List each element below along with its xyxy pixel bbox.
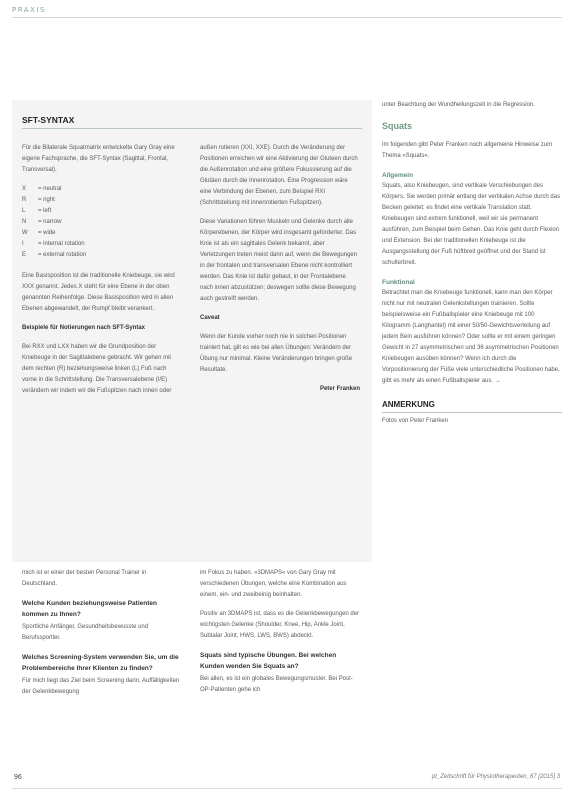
article-column-right (382, 100, 562, 435)
example-heading: Beispiele für Notierungen nach SFT-Syntax (22, 325, 146, 331)
box-intro: Für die Bilaterale Squatmatrix entwickelte Gary Gray eine eigene Fachsprache, die SFT-Syntax (Sagittal, Frontal, Transversal). (22, 145, 175, 173)
legend-row: W = wide (22, 230, 56, 236)
header-divider (12, 17, 562, 18)
legend-row: L = left (22, 208, 52, 214)
note-divider (382, 412, 562, 413)
example-text: Bei RXX und LXX haben wir die Grundposition der Kniebeuge in der Sagittalebene gebracht. Wir gehen mit dem rechten (R) beziehungsweise linken (L) Fuß nach vorne in die Schrittstellung. Die Transversalebene (I/E) verändern wir indem wir die Fußspitzen nach innen oder (22, 344, 172, 394)
box-paragraph: außen rotieren (XXI, XXE). Durch die Veränderung der Positionen erreichen wir eine Aktivierung der Gluteen durch die Außenrotation und eine größere Fokussierung auf die Glutäen durch die Innenrotation. Eine Progression wäre eine Verbindung der Ebenen, zum Beispiel RXI (Schrittstellung mit innenrotierten Fußspitzen). (200, 145, 358, 206)
interview-answer: Für mich liegt das Ziel beim Screening darin, Auffälligkeiten der Gelenkbewegung (22, 678, 180, 695)
interview-question: Welche Kunden beziehungsweise Patienten kommen zu Ihnen? (22, 600, 157, 618)
article-text: Betrachtet man die Kniebeuge funktionell, kann man den Körper nicht nur mit neutralen Gelenkstellungen trainieren. Sollte beispielsweise ein Fußballspieler eine Kniebeuge mit 100 Kilogramm (Langhantel) mit einer 50/50-Gewichtsverteilung auf jedem Bein ausführen können? Oder sollte er mit einem geringen Gewicht in 27 asymmetrischen und 36 asymmetrischen Positionen Kniebeugen ausüben können? Wenn ich durch die Vorpositionierung der Füße viele unterschiedliche Positionen habe, gibt es mehr als einen Fußballspieler aus. → (382, 290, 560, 384)
box-divider (22, 128, 362, 129)
note-text: Fotos von Peter Franken (382, 418, 449, 424)
box-paragraph: Diese Variationen führen Muskeln und Gelenke durch alle Körperebenen, der Körper wird insgesamt geforderter. Das Knie ist als ein sagittales Gelenk bekannt, aber Verletzungen treten meist dann auf, wenn die Bewegungen in der frontalen und transversalen Ebene nicht kontrolliert werden. Das Knie ist dafür gebaut, in der Frontalebene nach innen abzustützen; deswegen sollte diese Bewegung auch gestreift werden. (200, 219, 358, 302)
interview-question: Squats sind typische Übungen. Bei welchen Kunden wenden Sie Squats an? (200, 652, 337, 670)
box-column-left (22, 143, 182, 405)
box-paragraph: Eine Basisposition ist die traditionelle Kniebeuge, sie wird XXX genannt. Jedes X steht für eine Ebene in der oben genannten Reihenfolge. Diese Basisposition wird in allen Ebenen abgewandelt, der Rumpf bleibt verankert. (22, 273, 175, 312)
interview-text: mich ist er einer der besten Personal Trainer in Deutschland. (22, 570, 147, 587)
legend-row: R = right (22, 197, 55, 203)
legend-row: E = external rotation (22, 252, 87, 258)
box-title: SFT-SYNTAX (22, 115, 75, 125)
box-author: Peter Franken (319, 386, 360, 392)
squats-heading: Squats (382, 121, 413, 131)
article-text: unter Beachtung der Wundheilungszeit in die Regression. (382, 102, 535, 108)
interview-column-middle (200, 568, 360, 704)
note-heading: ANMERKUNG (382, 400, 435, 409)
interview-answer: Bei allen, es ist ein globales Bewegungsmuster. Bei Post-OP-Patienten gehe ich (200, 676, 353, 693)
interview-text: Positiv an 3DMAPS ist, dass es die Gelenkbewegungen der wichtigsten Gelenke (Shoulder, Knee, Hip, Ankle Joint, Subtalar Joint, HWS, LWS, BWS) abdeckt. (200, 611, 360, 639)
interview-question: Welches Screening-System verwenden Sie, um die Problembereiche Ihrer Klienten zu finden? (22, 654, 179, 672)
legend-row: X = neutral (22, 186, 62, 192)
footer-divider (12, 788, 562, 789)
functional-heading: Funktional (382, 279, 415, 286)
caveat-heading: Caveat (200, 315, 220, 321)
interview-answer: Sportliche Anfänger, Gesundheitsbewusste und Berufssportler. (22, 624, 149, 641)
page-number: 96 (14, 774, 22, 781)
article-text: Im folgenden gibt Peter Franken noch allgemeine Hinweise zum Thema »Squats«. (382, 142, 553, 159)
general-heading: Allgemein (382, 172, 414, 179)
article-text: Squats, also Kniebeugen, sind vertikale Verschiebungen des Körpers. Sie werden primär entlang der vertikalen Achse durch das Becken geleitet; es findet eine vertikale Translation statt. Kniebeugen sind extrem funktionell, weil wir sie permanent ausführen, zum Beispiel beim Gehen. Das Knie geht durch Flexion und Extension. Bei der traditionellen Kniebeuge ist die Ausgangsstellung der Fuß hüftbreit geöffnet und der Stand ist schulterbreit. (382, 183, 561, 266)
interview-text: im Fokus zu haben. »3DMAPS« von Gary Gray mit verschiedenen Übungen, welche eine Kombination aus einem, ein- und zweibeinig beinhalten. (200, 570, 347, 598)
syntax-legend (22, 184, 182, 261)
interview-column-left (22, 568, 182, 706)
journal-name: pt_Zeitschrift für Physiotherapeuten_67 [2015] 3 (431, 774, 560, 780)
section-label: PRAXIS (12, 6, 46, 14)
caveat-text: Wenn der Kunde vorher noch nie in solchen Positionen trainiert hat, gilt es wie bei allen Übungen: Verändern der Übung nur minimal. Kleine Veränderungen bringen große Resultate. (200, 334, 353, 373)
box-column-right (200, 143, 360, 403)
legend-row: N = narrow (22, 219, 62, 225)
legend-row: I = internal rotation (22, 241, 85, 247)
